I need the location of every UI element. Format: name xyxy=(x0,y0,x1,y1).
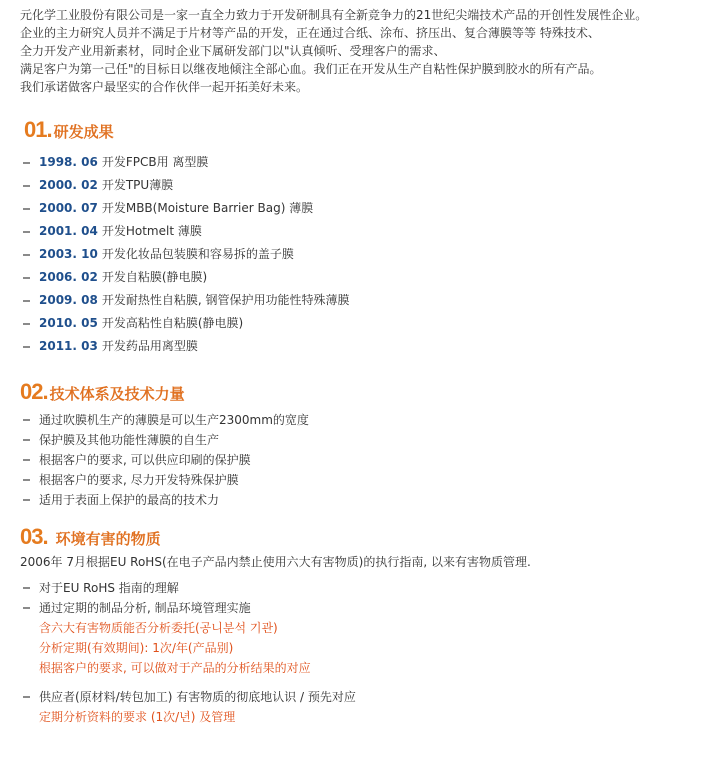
supplier-item: 供应者(原材料/转包加工) 有害物质的彻底地认识 / 预先对应 xyxy=(20,687,710,707)
rohs-item: 通过定期的制品分析, 制品环境管理实施 xyxy=(20,598,710,618)
milestone-date: 2010. 05 xyxy=(39,316,98,330)
section-tech-system xyxy=(20,379,710,510)
section-title: 研发成果 xyxy=(53,123,114,141)
rohs-details xyxy=(20,618,710,678)
milestone-text: 开发耐热性自粘膜, 钢管保护用功能性特殊薄膜 xyxy=(101,293,350,307)
intro-line: 元化学工业股份有限公司是一家一直全力致力于开发研制具有全新竞争力的21世纪尖端技术产品的开创性发展性企业。 xyxy=(20,8,648,22)
milestone-text: 开发高粘性自粘膜(静电膜) xyxy=(101,316,244,330)
rohs-description: 2006年 7月根据EU RoHS(在电子产品内禁止使用六大有害物质)的执行指南, 以来有害物质管理. xyxy=(20,555,531,569)
rohs-item: 对于EU RoHS 指南的理解 xyxy=(20,578,710,598)
milestone-item xyxy=(20,335,710,358)
milestone-item xyxy=(20,312,710,335)
milestone-text: 开发FPCB用 离型膜 xyxy=(101,155,209,169)
milestone-item xyxy=(20,266,710,289)
rohs-detail-line: 分析定期(有效期间): 1次/年(产品别) xyxy=(39,641,234,655)
milestone-date: 2011. 03 xyxy=(39,339,98,353)
milestone-text: 开发MBB(Moisture Barrier Bag) 薄膜 xyxy=(101,201,314,215)
milestone-text: 开发化妆品包装膜和容易拆的盖子膜 xyxy=(101,247,294,261)
intro-line: 全力开发产业用新素材，同时企业下属研发部门以"认真倾听、受理客户的需求、 xyxy=(20,44,446,58)
milestone-item xyxy=(20,151,710,174)
section-rnd-results xyxy=(20,117,710,358)
milestone-date: 1998. 06 xyxy=(39,155,98,169)
milestone-text: 开发自粘膜(静电膜) xyxy=(101,270,208,284)
milestone-item xyxy=(20,220,710,243)
milestone-date: 2000. 02 xyxy=(39,178,98,192)
section-number: 01. xyxy=(24,117,52,142)
section-number: 03. xyxy=(20,524,48,549)
section-title: 技术体系及技术力量 xyxy=(49,385,185,403)
tech-item: 保护膜及其他功能性薄膜的自生产 xyxy=(20,430,710,450)
section-hazardous-substances xyxy=(20,524,710,727)
milestone-date: 2006. 02 xyxy=(39,270,98,284)
milestone-item xyxy=(20,174,710,197)
milestone-date: 2009. 08 xyxy=(39,293,98,307)
rohs-detail-line: 含六大有害物质能否分析委托(공니분석 기관) xyxy=(39,621,278,635)
milestone-text: 开发药品用离型膜 xyxy=(101,339,198,353)
milestone-date: 2001. 04 xyxy=(39,224,98,238)
milestone-item xyxy=(20,289,710,312)
tech-item: 根据客户的要求, 尽力开发特殊保护膜 xyxy=(20,470,710,490)
intro-line: 我们承诺做客户最坚实的合作伙伴一起开拓美好未来。 xyxy=(20,80,309,94)
section-heading xyxy=(24,117,710,143)
intro-paragraph xyxy=(20,0,710,96)
section-number: 02. xyxy=(20,379,48,404)
milestone-text: 开发TPU薄膜 xyxy=(101,178,174,192)
milestone-item xyxy=(20,243,710,266)
tech-item: 通过吹膜机生产的薄膜是可以生产2300mm的宽度 xyxy=(20,410,710,430)
rohs-list xyxy=(20,578,710,618)
supplier-detail-line: 定期分析资料的要求 (1次/년) 及管理 xyxy=(39,710,236,724)
milestone-list xyxy=(20,151,710,358)
section-heading xyxy=(20,379,710,405)
rohs-detail-line: 根据客户的要求, 可以做对于产品的分析结果的对应 xyxy=(39,661,311,675)
section-title: 环境有害的物质 xyxy=(55,530,161,548)
tech-list xyxy=(20,410,710,510)
supplier-list xyxy=(20,687,710,707)
tech-item: 适用于表面上保护的最高的技术力 xyxy=(20,490,710,510)
milestone-date: 2003. 10 xyxy=(39,247,98,261)
milestone-text: 开发Hotmelt 薄膜 xyxy=(101,224,202,238)
tech-item: 根据客户的要求, 可以供应印刷的保护膜 xyxy=(20,450,710,470)
intro-line: 企业的主力研究人员并不满足于片材等产品的开发，正在通过合纸、涂布、挤压出、复合薄膜等等 特殊技术、 xyxy=(20,26,600,40)
milestone-date: 2000. 07 xyxy=(39,201,98,215)
section-heading xyxy=(20,524,710,550)
milestone-item xyxy=(20,197,710,220)
intro-line: 满足客户为第一己任"的目标日以继夜地倾注全部心血。我们正在开发从生产自粘性保护膜到胶水的所有产品。 xyxy=(20,62,602,76)
